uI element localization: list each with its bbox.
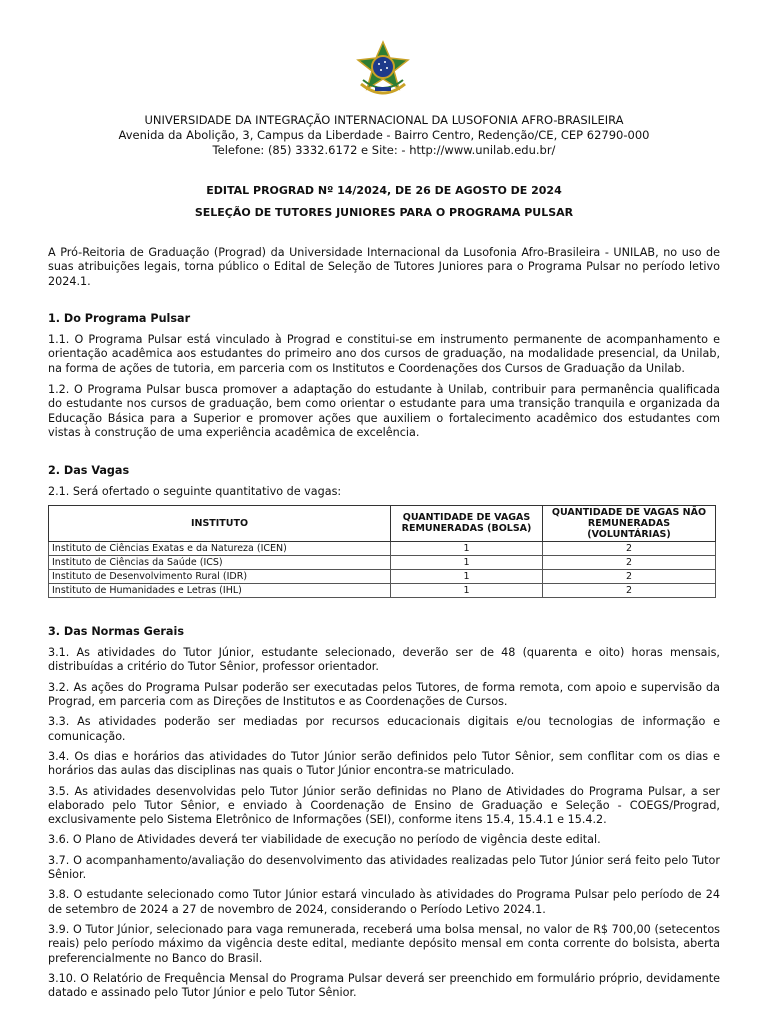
cell-instituto: Instituto de Ciências Exatas e da Natureza (ICEN) — [49, 541, 391, 555]
paragraph-3-7: 3.7. O acompanhamento/avaliação do desenvolvimento das atividades realizadas pelo Tutor Júnior será feito pelo Tutor Sênior. — [48, 853, 720, 882]
table-row — [49, 541, 716, 555]
cell-voluntarias: 2 — [543, 541, 716, 555]
brazil-coat-of-arms-icon — [353, 40, 413, 100]
col-voluntarias: QUANTIDADE DE VAGAS NÃO REMUNERADAS (VOLUNTÁRIAS) — [543, 505, 716, 541]
paragraph-3-10: 3.10. O Relatório de Frequência Mensal do Programa Pulsar deverá ser preenchido em formulário próprio, devidamente datado e assinado pelo Tutor Júnior e pelo Tutor Sênior. — [48, 971, 720, 1000]
table-row — [49, 583, 716, 597]
cell-bolsa: 1 — [391, 555, 543, 569]
section-1-heading: 1. Do Programa Pulsar — [48, 311, 191, 325]
vagas-table — [48, 505, 716, 598]
cell-bolsa: 1 — [391, 541, 543, 555]
cell-instituto: Instituto de Desenvolvimento Rural (IDR) — [49, 569, 391, 583]
cell-instituto: Instituto de Humanidades e Letras (IHL) — [49, 583, 391, 597]
document-title-block — [48, 184, 720, 220]
paragraph-3-5: 3.5. As atividades desenvolvidas pelo Tutor Júnior serão definidas no Plano de Atividades do Programa Pulsar, a ser elaborado pelo Tutor Sênior, e enviado à Coordenação de Ensino de Graduação e Seleção - COEGS/Prograd, exclusivamente pelo Sistema Eletrônico de Informações (SEI), conforme itens 15.4, 15.4.1 e 15.4.2. — [48, 784, 720, 827]
paragraph-3-2: 3.2. As ações do Programa Pulsar poderão ser executadas pelos Tutores, de forma remota, com apoio e supervisão da Prograd, em parceria com as Direções de Institutos e as Coordenações de Cursos. — [48, 680, 720, 709]
section-3-heading: 3. Das Normas Gerais — [48, 624, 184, 638]
paragraph-1-1: 1.1. O Programa Pulsar está vinculado à Prograd e constitui-se em instrumento permanente de acompanhamento e orientação acadêmica aos estudantes do primeiro ano dos cursos de graduação, na modalidade presencial, da Unilab, na forma de ações de tutoria, em parceria com os Institutos e Coordenações dos Cursos de Graduação da Unilab. — [48, 333, 720, 375]
institution-name: UNIVERSIDADE DA INTEGRAÇÃO INTERNACIONAL DA LUSOFONIA AFRO-BRASILEIRA — [144, 113, 624, 127]
edital-subtitle: SELEÇÃO DE TUTORES JUNIORES PARA O PROGRAMA PULSAR — [194, 206, 574, 219]
intro-paragraph: A Pró-Reitoria de Graduação (Prograd) da Universidade Internacional da Lusofonia Afro-Brasileira - UNILAB, no uso de suas atribuições legais, torna público o Edital de Seleção de Tutores Juniores para o Programa Pulsar no período letivo 2024.1. — [48, 246, 720, 288]
paragraph-3-1: 3.1. As atividades do Tutor Júnior, estudante selecionado, deverão ser de 48 (quarenta e oito) horas mensais, distribuídas a critério do Tutor Sênior, professor orientador. — [48, 646, 720, 674]
institution-contact: Telefone: (85) 3332.6172 e Site: - http://www.unilab.edu.br/ — [212, 143, 556, 157]
paragraph-3-9: 3.9. O Tutor Júnior, selecionado para vaga remunerada, receberá uma bolsa mensal, no valor de R$ 700,00 (setecentos reais) pelo período máximo da vigência deste edital, mediante depósito mensal em conta corrente do bolsista, aberta preferencialmente no Banco do Brasil. — [48, 922, 720, 965]
paragraph-1-2: 1.2. O Programa Pulsar busca promover a adaptação do estudante à Unilab, contribuir para permanência qualificada do estudante nos cursos de graduação, bem como orientar o estudante para uma transição tranquila e organizada da Educação Básica para a Superior e promover ações que auxiliem o fortalecimento acadêmico dos estudantes com vistas à construção de uma experiência acadêmica de excelência. — [48, 383, 720, 439]
cell-instituto: Instituto de Ciências da Saúde (ICS) — [49, 555, 391, 569]
table-row — [49, 569, 716, 583]
institution-address: Avenida da Abolição, 3, Campus da Liberdade - Bairro Centro, Redenção/CE, CEP 62790-000 — [118, 128, 650, 142]
cell-voluntarias: 2 — [543, 555, 716, 569]
paragraph-3-8: 3.8. O estudante selecionado como Tutor Júnior estará vinculado às atividades do Programa Pulsar pelo período de 24 de setembro de 2024 a 27 de novembro de 2024, considerando o Período Letivo 2024.1. — [48, 888, 720, 916]
cell-voluntarias: 2 — [543, 569, 716, 583]
col-instituto: INSTITUTO — [49, 505, 391, 541]
edital-title: EDITAL PROGRAD Nº 14/2024, DE 26 DE AGOSTO DE 2024 — [206, 184, 562, 197]
cell-bolsa: 1 — [391, 569, 543, 583]
paragraph-3-3: 3.3. As atividades poderão ser mediadas por recursos educacionais digitais e/ou tecnologias de informação e comunicação. — [48, 715, 720, 743]
section-2-heading: 2. Das Vagas — [48, 464, 130, 478]
institution-header — [48, 113, 720, 158]
col-bolsa: QUANTIDADE DE VAGAS REMUNERADAS (BOLSA) — [391, 505, 543, 541]
table-row — [49, 555, 716, 569]
cell-voluntarias: 2 — [543, 583, 716, 597]
paragraph-2-1: 2.1. Será ofertado o seguinte quantitativo de vagas: — [48, 484, 342, 498]
paragraph-3-6: 3.6. O Plano de Atividades deverá ter viabilidade de execução no período de vigência deste edital. — [48, 833, 601, 847]
cell-bolsa: 1 — [391, 583, 543, 597]
document-body — [48, 246, 720, 1000]
paragraph-3-4: 3.4. Os dias e horários das atividades do Tutor Júnior serão definidos pelo Tutor Sênior, sem conflitar com os dias e horários das aulas das disciplinas nas quais o Tutor Júnior encontra-se matriculado. — [48, 749, 720, 778]
